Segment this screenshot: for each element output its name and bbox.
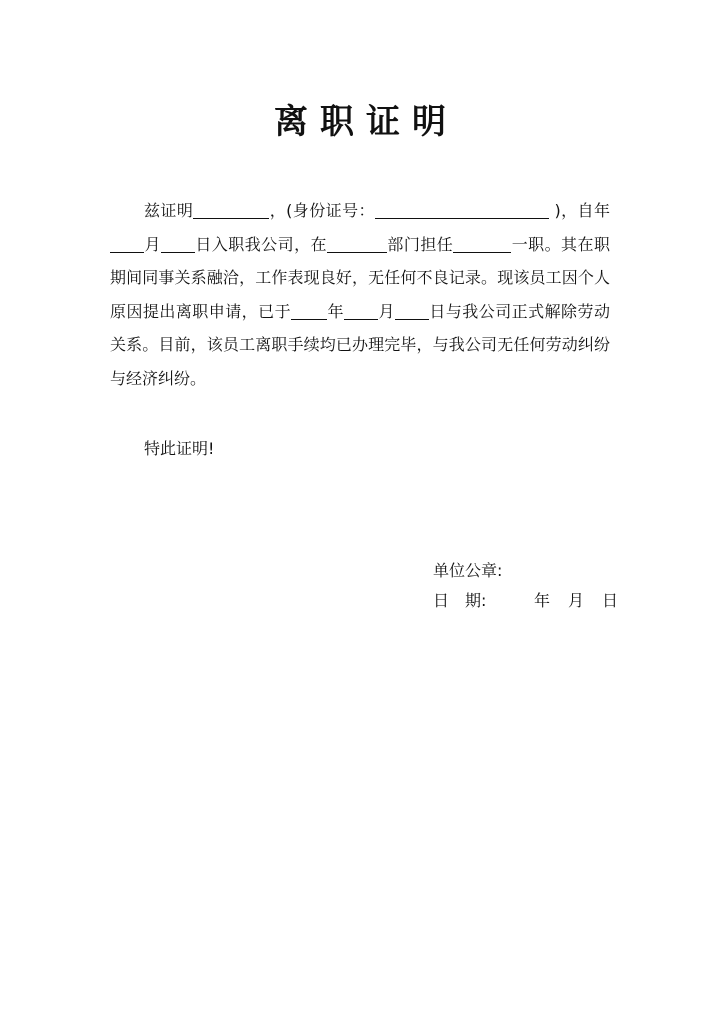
company-seal-label: 单位公章: — [433, 561, 503, 580]
leave-year-blank — [291, 303, 327, 320]
entry-day-blank — [161, 236, 195, 253]
body-segment-4: 月 — [144, 234, 161, 254]
body-segment-1: 兹证明 — [144, 201, 194, 220]
date-parts — [525, 586, 627, 616]
body-segment-5: 日入职我公司，在 — [194, 234, 327, 254]
body-segment-6: 部门担任 — [386, 234, 454, 254]
position-blank — [453, 236, 511, 253]
name-blank — [193, 202, 269, 219]
date-day: 日 — [601, 591, 618, 610]
closing-statement: 特此证明! — [144, 439, 215, 458]
certificate-body — [110, 194, 610, 395]
id-number-blank — [375, 202, 549, 219]
leave-month-blank — [344, 303, 378, 320]
body-segment-9: 月 — [377, 301, 395, 321]
body-segment-8: 年 — [327, 301, 344, 321]
date-line — [433, 586, 627, 616]
body-segment-10: 日与我公司正式解除劳动关系。目前，该员工离职手续均已办理完毕，与我公司无任何劳动纠纷与经济纠纷。 — [110, 301, 610, 388]
body-segment-2: ，(身份证号： — [269, 201, 375, 220]
entry-month-blank — [110, 236, 144, 253]
date-year: 年 — [533, 591, 550, 610]
department-blank — [327, 236, 387, 253]
body-segment-3: )，自年 — [554, 201, 610, 220]
date-label: 日 期: — [433, 591, 487, 610]
leave-day-blank — [395, 303, 429, 320]
date-month: 月 — [567, 591, 584, 610]
body-segment-7: 一职。其在职期间同事关系融洽，工作表现良好，无任何不良记录。现该员工因个人原因提出离职申请，已于 — [110, 234, 610, 321]
document-title: 离职证明 — [274, 102, 458, 142]
